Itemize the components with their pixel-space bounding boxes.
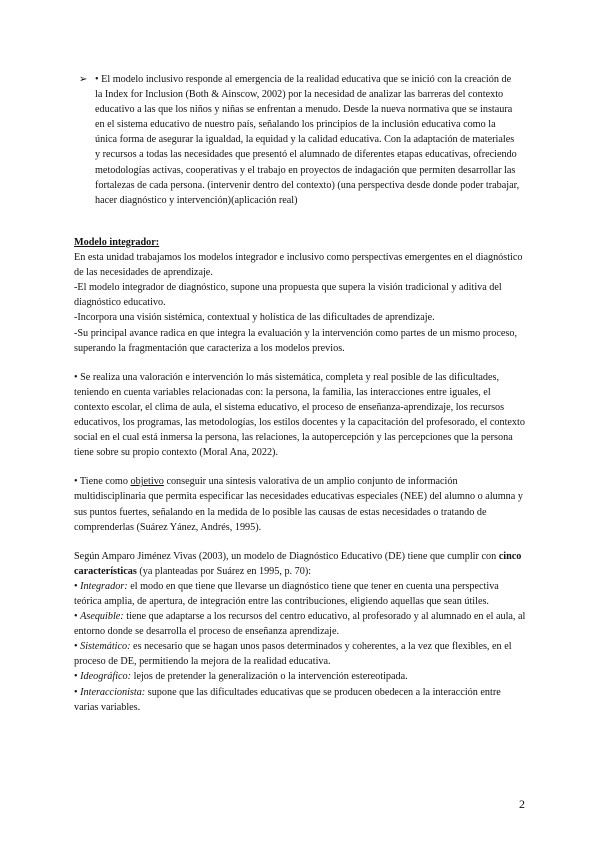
intro-paragraph: • El modelo inclusivo responde al emergencia de la realidad educativa que se inició con la creación de la Index for Inclusion (Both & Ainscow, 2002) por la necesidad de analizar las barreras del contexto educativo a las que los niños y niñas se enfrentan a menudo. Desde la nueva normativa que se instaura en el sistema educativo de nuestro país, señalando los principios de la inclusión educativa como la única forma de asegurar la igualdad, la equidad y la calidad educativa. Con la adaptación de materiales y recursos a todas las necesidades que presentó el alumnado de diferentes etapas educativas, ofreciendo metodologías activas, cooperativas y el trabajo en proyectos de indagación que permiten desarrollar las fortalezas de cada persona. (intervenir dentro del contexto) (una perspectiva desde donde poder trabajar, hacer diagnóstico y intervención)(aplicación real) [95, 74, 520, 206]
characteristic-term: Interaccionista: [80, 686, 146, 698]
arrow-bullet-icon: ➢ [79, 74, 88, 85]
characteristic-term: Sistemático: [80, 641, 131, 653]
segun-bold: cinco características [74, 550, 522, 577]
section-point: -Su principal avance radica en que integra la evaluación y la intervención como partes de un mismo proceso, superando la fragmentación que caracteriza a los modelos previos. [74, 327, 517, 354]
section-heading: Modelo integrador: [74, 237, 160, 248]
segun-paragraph [74, 549, 526, 579]
characteristic-desc: es necesario que se hagan unos pasos determinados y coherentes, a la vez que flexibles, en el proceso de DE, permitiendo la mejora de la realidad educativa. [74, 641, 512, 668]
section-point: -El modelo integrador de diagnóstico, supone una propuesta que supera la visión tradicional y aditiva del diagnóstico educativo. [74, 282, 502, 309]
section-intro: En esta unidad trabajamos los modelos integrador e inclusivo como perspectivas emergentes en el diagnóstico de las necesidades de aprendizaje. [74, 252, 523, 279]
characteristic-item: • Ideográfico: lejos de pretender la generalización o la intervención estereotipada. [74, 671, 408, 683]
characteristic-desc: supone que las dificultades educativas que se producen obedecen a la interacción entre varias variables. [74, 686, 501, 713]
objetivo-pre: • Tiene como [74, 476, 131, 488]
objetivo-paragraph [74, 474, 526, 534]
intro-bullet-block [79, 72, 520, 208]
main-section [74, 235, 526, 715]
characteristic-term: Asequible: [80, 611, 124, 623]
characteristic-item: • Interaccionista: supone que las dificultades educativas que se producen obedecen a la interacción entre varias variables. [74, 686, 501, 713]
segun-post: (ya planteadas por Suárez en 1995, p. 70): [136, 565, 312, 577]
page-number: 2 [519, 797, 525, 811]
characteristic-term: Integrador: [80, 580, 128, 592]
characteristic-item: • Asequible: tiene que adaptarse a los recursos del centro educativo, al profesorado y al alumnado en el aula, al entorno donde se desarrolla el proceso de enseñanza aprendizaje. [74, 611, 526, 638]
characteristic-item: • Integrador: el modo en que tiene que llevarse un diagnóstico tiene que tener en cuenta una perspectiva teórica amplia, de apertura, de integración entre las contribuciones, eligiendo aquellas que sean útiles. [74, 580, 499, 607]
objetivo-word: objetivo [130, 476, 164, 488]
characteristic-desc: tiene que adaptarse a los recursos del centro educativo, al profesorado y al alumnado en el aula, al entorno donde se desarrolla el proceso de enseñanza aprendizaje. [74, 611, 526, 638]
characteristic-term: Ideográfico: [80, 671, 132, 683]
characteristic-desc: el modo en que tiene que llevarse un diagnóstico tiene que tener en cuenta una perspectiva teórica amplia, de apertura, de integración entre las contribuciones, eligiendo aquellas que sean útiles. [74, 580, 499, 607]
section-point: -Incorpora una visión sistémica, contextual y holística de las dificultades de aprendizaje. [74, 312, 435, 324]
valoracion-paragraph: • Se realiza una valoración e intervención lo más sistemática, completa y real posible de las dificultades, teniendo en cuenta variables relacionadas con: la persona, la familia, las interacciones entre iguales, el contexto escolar, el clima de aula, el sistema educativo, el proceso de enseñanza-aprendizaje, los recursos educativos, los programas, las metodologías, los estilos docentes y la capacitación del profesorado, el contexto social en el cual está inmersa la persona, las relaciones, la autopercepción y las percepciones que la persona tiene sobre su propio contexto (Moral Ana, 2022). [74, 371, 525, 459]
objetivo-post: conseguir una síntesis valorativa de un amplio conjunto de información multidisciplinaria que permita especificar las necesidades educativas especiales (NEE) del alumno o alumna y sus puntos fuertes, señalando en la medida de lo posible las causas de estas necesidades o tratando de comprenderlas (Suárez Yánez, Andrés, 1995). [74, 476, 523, 533]
segun-pre: Según Amparo Jiménez Vivas (2003), un modelo de Diagnóstico Educativo (DE) tiene que cumplir con [74, 550, 499, 562]
characteristic-desc: lejos de pretender la generalización o la intervención estereotipada. [131, 671, 408, 683]
characteristic-item: • Sistemático: es necesario que se hagan unos pasos determinados y coherentes, a la vez que flexibles, en el proceso de DE, permitiendo la mejora de la realidad educativa. [74, 641, 512, 668]
